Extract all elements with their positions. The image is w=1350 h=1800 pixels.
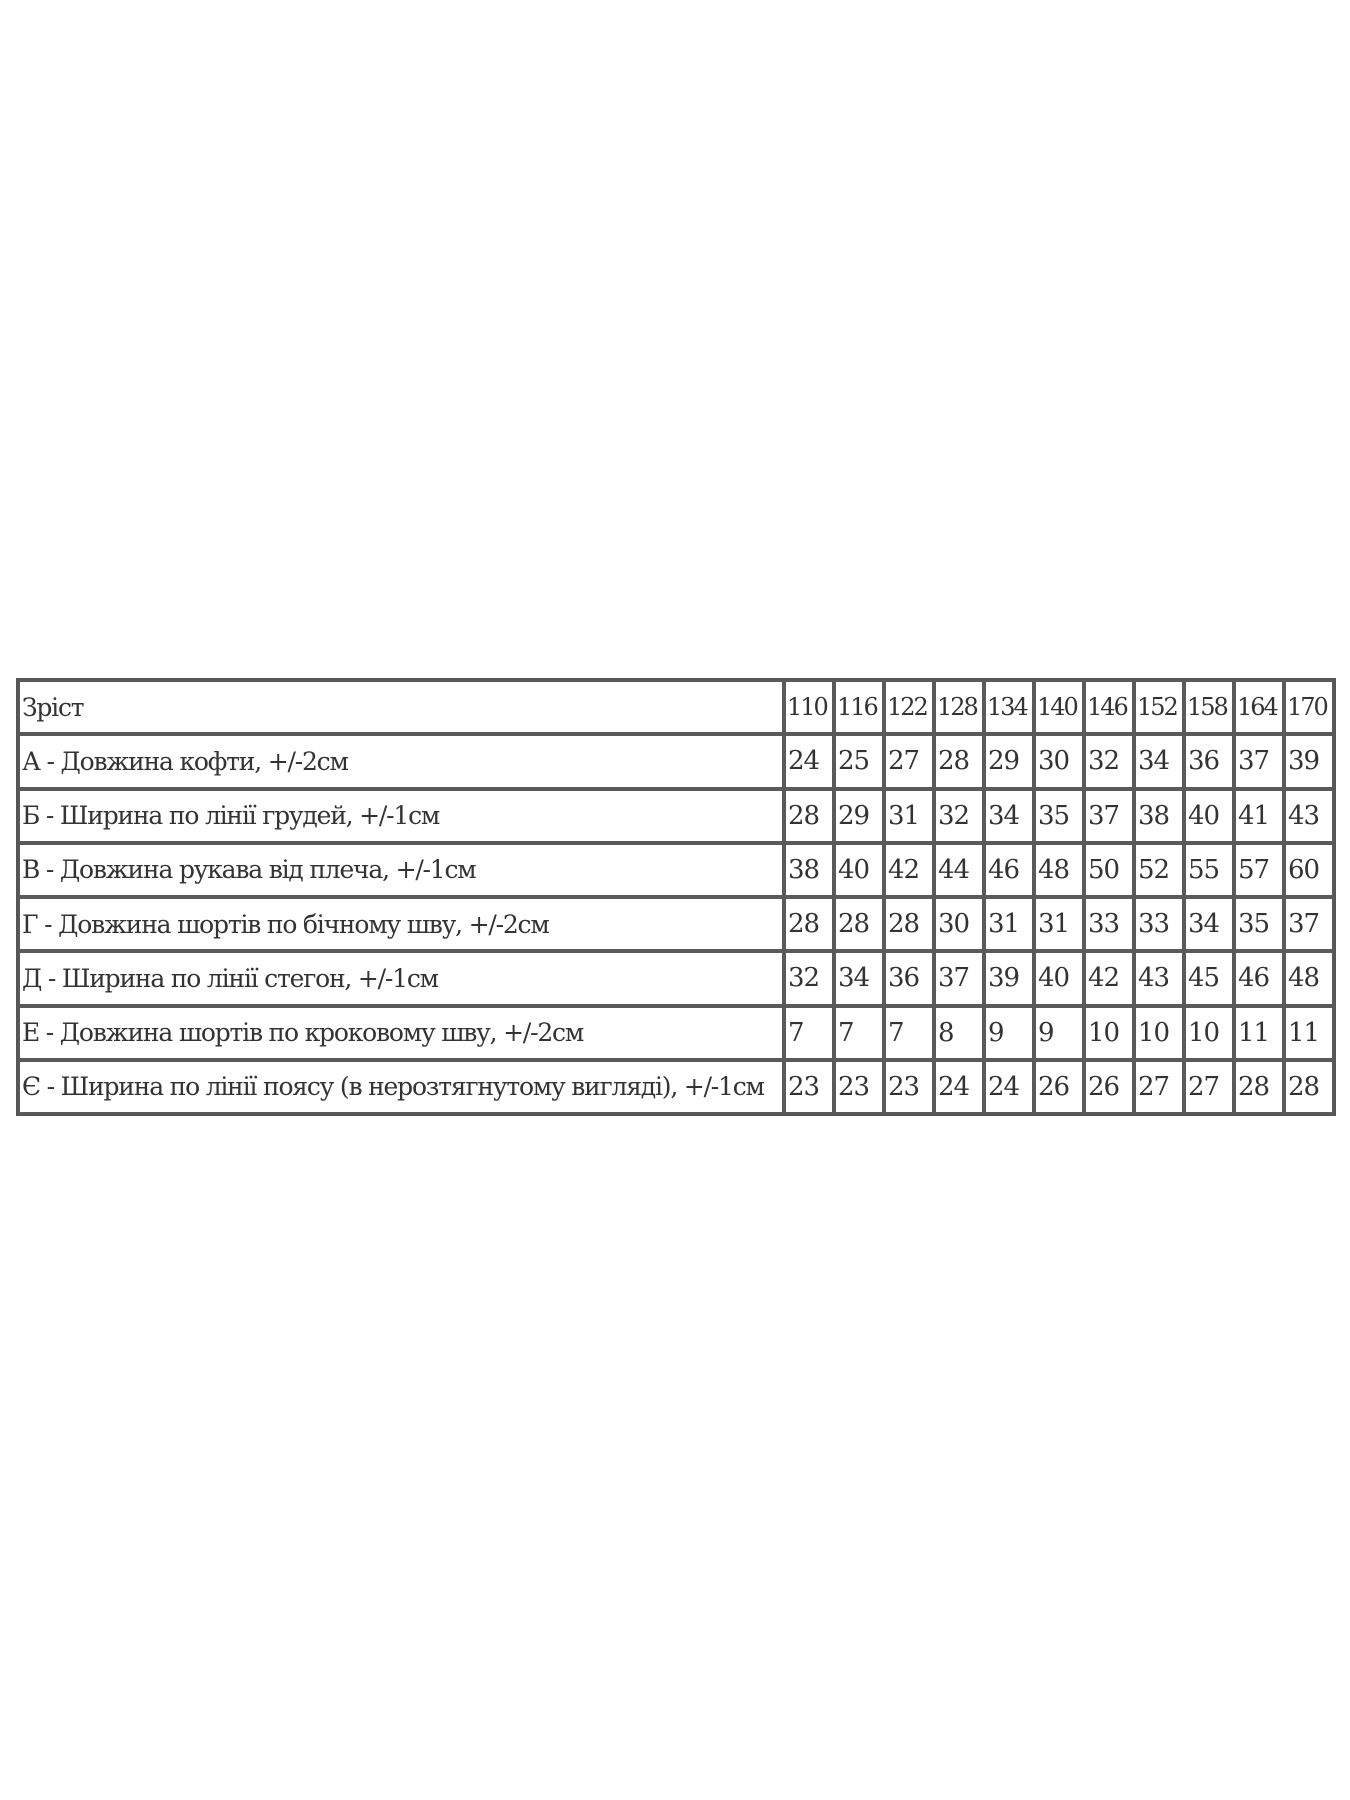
measurement-value-cell: 27 (884, 734, 934, 788)
measurement-value-cell: 31 (1034, 897, 1084, 951)
measurement-value-cell: 10 (1084, 1006, 1134, 1060)
measurement-value-cell: 24 (984, 1060, 1034, 1114)
measurement-value-cell: 44 (934, 843, 984, 897)
measurement-value-cell: 26 (1034, 1060, 1084, 1114)
header-size-cell: 170 (1284, 680, 1334, 734)
measurement-value-cell: 60 (1284, 843, 1334, 897)
measurement-value-cell: 26 (1084, 1060, 1134, 1114)
measurement-value-cell: 29 (984, 734, 1034, 788)
measurement-label-cell: А - Довжина кофти, +/-2см (18, 734, 784, 788)
header-size-cell: 128 (934, 680, 984, 734)
size-chart (16, 678, 1334, 1116)
measurement-value-cell: 57 (1234, 843, 1284, 897)
header-label-cell: Зріст (18, 680, 784, 734)
header-size-cell: 146 (1084, 680, 1134, 734)
measurement-value-cell: 32 (1084, 734, 1134, 788)
measurement-value-cell: 10 (1134, 1006, 1184, 1060)
table-row (18, 951, 1334, 1005)
header-size-cell: 158 (1184, 680, 1234, 734)
measurement-value-cell: 24 (934, 1060, 984, 1114)
measurement-label-cell: Г - Довжина шортів по бічному шву, +/-2см (18, 897, 784, 951)
measurement-value-cell: 34 (984, 789, 1034, 843)
measurement-value-cell: 24 (784, 734, 834, 788)
measurement-value-cell: 33 (1134, 897, 1184, 951)
measurement-value-cell: 25 (834, 734, 884, 788)
measurement-value-cell: 42 (884, 843, 934, 897)
measurement-value-cell: 35 (1234, 897, 1284, 951)
table-body (18, 680, 1334, 1114)
measurement-value-cell: 41 (1234, 789, 1284, 843)
measurement-value-cell: 36 (884, 951, 934, 1005)
measurement-value-cell: 52 (1134, 843, 1184, 897)
measurement-value-cell: 34 (834, 951, 884, 1005)
measurement-value-cell: 45 (1184, 951, 1234, 1005)
measurement-label-cell: Д - Ширина по лінії стегон, +/-1см (18, 951, 784, 1005)
measurement-value-cell: 33 (1084, 897, 1134, 951)
table-row (18, 734, 1334, 788)
measurement-value-cell: 23 (834, 1060, 884, 1114)
measurement-value-cell: 38 (1134, 789, 1184, 843)
measurement-value-cell: 37 (1284, 897, 1334, 951)
measurement-value-cell: 7 (884, 1006, 934, 1060)
measurement-value-cell: 28 (784, 789, 834, 843)
measurement-value-cell: 28 (834, 897, 884, 951)
measurement-value-cell: 43 (1284, 789, 1334, 843)
measurement-value-cell: 37 (1234, 734, 1284, 788)
measurement-value-cell: 39 (984, 951, 1034, 1005)
measurement-value-cell: 46 (984, 843, 1034, 897)
header-size-cell: 116 (834, 680, 884, 734)
measurement-value-cell: 40 (1184, 789, 1234, 843)
measurement-value-cell: 50 (1084, 843, 1134, 897)
measurement-value-cell: 37 (934, 951, 984, 1005)
measurement-value-cell: 46 (1234, 951, 1284, 1005)
header-size-cell: 134 (984, 680, 1034, 734)
table-row (18, 1006, 1334, 1060)
header-size-cell: 122 (884, 680, 934, 734)
measurement-value-cell: 48 (1034, 843, 1084, 897)
measurement-label-cell: В - Довжина рукава від плеча, +/-1см (18, 843, 784, 897)
measurement-value-cell: 10 (1184, 1006, 1234, 1060)
measurement-label-cell: Б - Ширина по лінії грудей, +/-1см (18, 789, 784, 843)
table-row (18, 897, 1334, 951)
measurement-value-cell: 37 (1084, 789, 1134, 843)
measurement-value-cell: 9 (1034, 1006, 1084, 1060)
measurement-value-cell: 7 (784, 1006, 834, 1060)
measurement-value-cell: 28 (1284, 1060, 1334, 1114)
header-size-cell: 110 (784, 680, 834, 734)
measurement-value-cell: 30 (1034, 734, 1084, 788)
header-size-cell: 152 (1134, 680, 1184, 734)
measurement-value-cell: 28 (934, 734, 984, 788)
measurement-value-cell: 35 (1034, 789, 1084, 843)
measurement-value-cell: 43 (1134, 951, 1184, 1005)
measurement-value-cell: 31 (984, 897, 1034, 951)
measurement-value-cell: 36 (1184, 734, 1234, 788)
measurement-value-cell: 28 (784, 897, 834, 951)
measurement-value-cell: 34 (1134, 734, 1184, 788)
measurement-value-cell: 55 (1184, 843, 1234, 897)
header-size-cell: 164 (1234, 680, 1284, 734)
measurement-value-cell: 40 (834, 843, 884, 897)
measurement-value-cell: 30 (934, 897, 984, 951)
measurement-value-cell: 28 (1234, 1060, 1284, 1114)
measurement-value-cell: 23 (884, 1060, 934, 1114)
header-size-cell: 140 (1034, 680, 1084, 734)
measurement-label-cell: Е - Довжина шортів по кроковому шву, +/-2см (18, 1006, 784, 1060)
measurement-value-cell: 38 (784, 843, 834, 897)
measurement-value-cell: 11 (1234, 1006, 1284, 1060)
measurement-value-cell: 42 (1084, 951, 1134, 1005)
measurement-value-cell: 48 (1284, 951, 1334, 1005)
table-header-row (18, 680, 1334, 734)
table-row (18, 843, 1334, 897)
table-row (18, 789, 1334, 843)
measurement-value-cell: 32 (934, 789, 984, 843)
measurement-value-cell: 27 (1184, 1060, 1234, 1114)
measurement-value-cell: 29 (834, 789, 884, 843)
measurement-value-cell: 40 (1034, 951, 1084, 1005)
measurement-value-cell: 11 (1284, 1006, 1334, 1060)
size-table (16, 678, 1336, 1116)
measurement-label-cell: Є - Ширина по лінії поясу (в нерозтягнутому вигляді), +/-1см (18, 1060, 784, 1114)
measurement-value-cell: 9 (984, 1006, 1034, 1060)
measurement-value-cell: 32 (784, 951, 834, 1005)
measurement-value-cell: 8 (934, 1006, 984, 1060)
table-row (18, 1060, 1334, 1114)
measurement-value-cell: 31 (884, 789, 934, 843)
measurement-value-cell: 34 (1184, 897, 1234, 951)
measurement-value-cell: 39 (1284, 734, 1334, 788)
measurement-value-cell: 27 (1134, 1060, 1184, 1114)
measurement-value-cell: 23 (784, 1060, 834, 1114)
measurement-value-cell: 7 (834, 1006, 884, 1060)
measurement-value-cell: 28 (884, 897, 934, 951)
